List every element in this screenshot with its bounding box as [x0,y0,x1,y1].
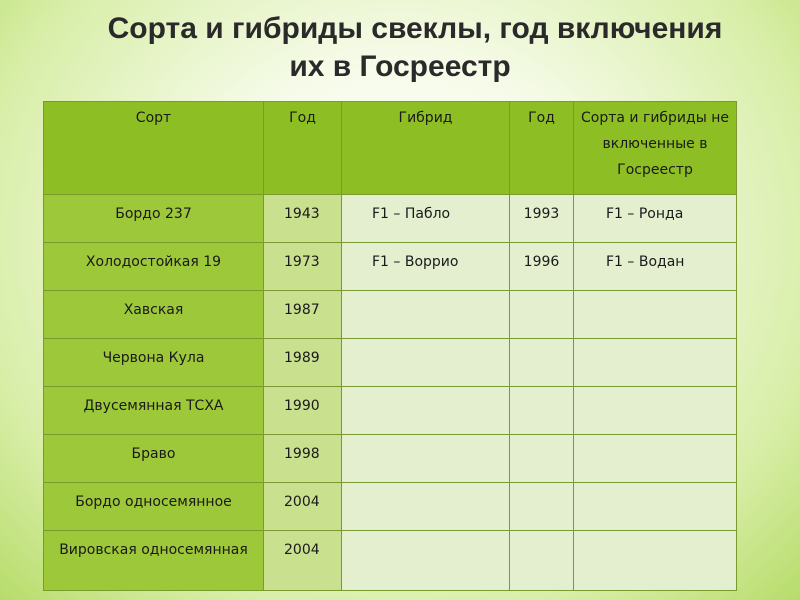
cell-hybrid-year: 1993 [510,195,574,243]
table-row [44,339,737,387]
cell-year: 2004 [264,483,342,531]
table-row [44,291,737,339]
table-header-row [44,102,737,195]
title-line-1: Сорта и гибриды свеклы, год включения [107,12,723,45]
cell-hybrid [342,291,510,339]
cell-hybrid-year [510,531,574,591]
table-row [44,243,737,291]
page-title [0,10,800,86]
cell-not-included [574,435,737,483]
header-year: Год [264,102,342,195]
varieties-table [43,101,737,591]
cell-hybrid [342,387,510,435]
cell-hybrid [342,435,510,483]
cell-not-included [574,291,737,339]
cell-year: 2004 [264,531,342,591]
cell-hybrid-year [510,435,574,483]
title-line-2: их в Госреестр [289,50,511,83]
table-row [44,483,737,531]
table-row [44,531,737,591]
table-row [44,435,737,483]
cell-hybrid [342,531,510,591]
cell-year: 1998 [264,435,342,483]
cell-not-included: F1 – Ронда [574,195,737,243]
header-hybrid: Гибрид [342,102,510,195]
header-variety: Сорт [44,102,264,195]
cell-variety: Двусемянная ТСХА [44,387,264,435]
cell-variety: Вировская односемянная [44,531,264,591]
cell-hybrid [342,483,510,531]
cell-year: 1990 [264,387,342,435]
cell-year: 1987 [264,291,342,339]
cell-hybrid-year [510,291,574,339]
cell-variety: Бордо односемянное [44,483,264,531]
cell-not-included [574,339,737,387]
cell-year: 1973 [264,243,342,291]
cell-hybrid [342,339,510,387]
cell-year: 1989 [264,339,342,387]
cell-year: 1943 [264,195,342,243]
cell-variety: Бордо 237 [44,195,264,243]
cell-hybrid-year [510,339,574,387]
table-row [44,195,737,243]
cell-hybrid: F1 – Пабло [342,195,510,243]
cell-not-included: F1 – Водан [574,243,737,291]
cell-hybrid-year: 1996 [510,243,574,291]
cell-not-included [574,483,737,531]
cell-variety: Холодостойкая 19 [44,243,264,291]
header-not-included: Сорта и гибриды не включенные в Госреестр [574,102,737,195]
table-row [44,387,737,435]
cell-not-included [574,531,737,591]
header-hybrid-year: Год [510,102,574,195]
cell-hybrid-year [510,387,574,435]
cell-variety: Хавская [44,291,264,339]
cell-hybrid-year [510,483,574,531]
cell-variety: Браво [44,435,264,483]
cell-variety: Червона Кула [44,339,264,387]
cell-hybrid: F1 – Воррио [342,243,510,291]
cell-not-included [574,387,737,435]
